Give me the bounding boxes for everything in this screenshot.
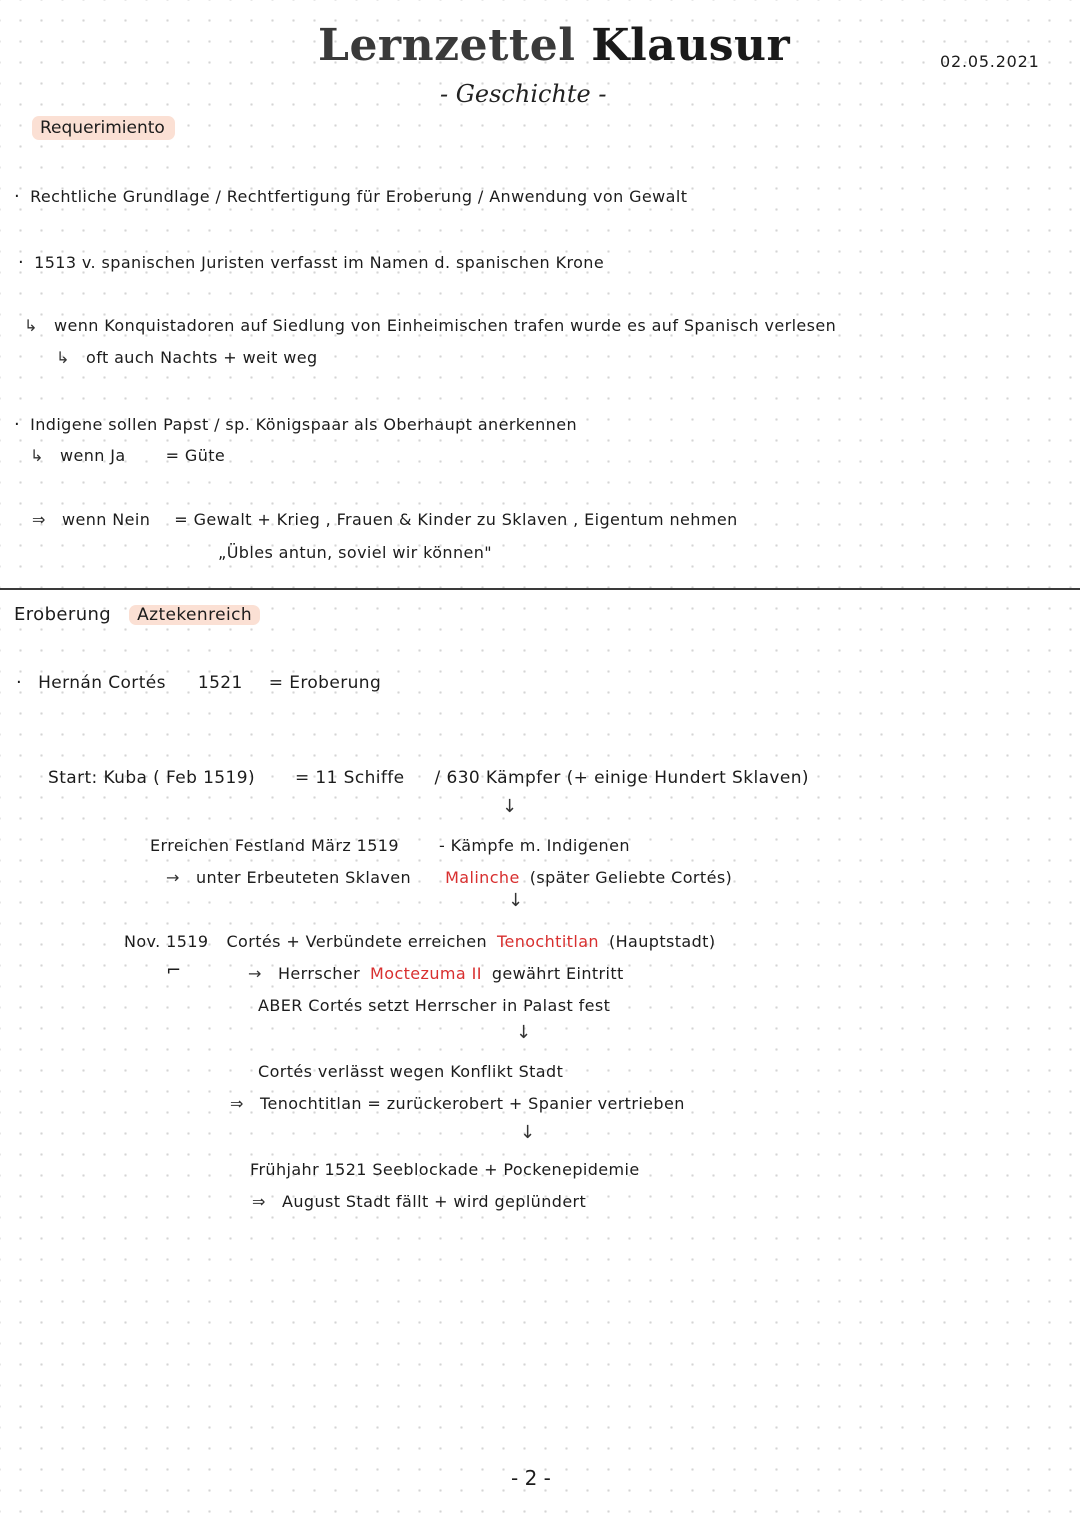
note-line — [258, 1062, 573, 1081]
note-line — [48, 768, 819, 788]
note-text: = Gewalt + Krieg , Frauen & Kinder zu Sklaven , Eigentum nehmen — [174, 510, 738, 529]
note-text: unter Erbeuteten Sklaven — [196, 868, 412, 887]
note-text: ABER Cortés setzt Herrscher in Palast fest — [258, 996, 611, 1015]
dash-mark: ⌐ — [166, 960, 182, 981]
note-line — [14, 186, 697, 207]
note-text: = 11 Schiffe — [294, 768, 405, 788]
arrow-right-icon: → — [166, 868, 180, 887]
note-text: wenn Nein — [62, 510, 151, 529]
bullet-icon: · — [16, 672, 23, 693]
bullet-icon: · — [14, 414, 21, 435]
note-line — [248, 964, 634, 983]
highlight-name-tenochtitlan: Tenochtitlan — [497, 932, 599, 951]
note-text: Hernán Cortés — [38, 673, 166, 693]
note-text: Start: Kuba ( Feb 1519) — [48, 768, 255, 788]
note-text: Tenochtitlan = zurückerobert + Spanier vertrieben — [260, 1094, 685, 1113]
bullet-icon: · — [14, 186, 21, 207]
note-line — [218, 543, 502, 562]
note-line — [32, 510, 748, 529]
note-text: 1521 — [197, 673, 243, 693]
note-text: 1513 v. spanischen Juristen verfasst im Namen d. spanischen Krone — [34, 253, 605, 272]
note-line — [18, 252, 614, 273]
note-text: Cortés + Verbündete erreichen — [226, 932, 487, 951]
highlight-name-malinche: Malinche — [445, 868, 520, 887]
down-arrow-icon: ↓ — [520, 1122, 536, 1143]
note-text: Herrscher — [278, 964, 361, 983]
note-text: gewährt Eintritt — [491, 964, 624, 983]
note-text: Erreichen Festland März 1519 — [150, 836, 399, 855]
date-text: Nov. 1519 — [124, 932, 209, 951]
note-text: August Stadt fällt + wird geplündert — [282, 1192, 587, 1211]
note-text: wenn Ja — [60, 446, 126, 465]
double-arrow-icon: ⇒ — [230, 1094, 244, 1113]
note-text: (Hauptstadt) — [608, 932, 716, 951]
note-text: = Güte — [165, 446, 226, 465]
heading-highlight: Aztekenreich — [129, 605, 260, 625]
note-line — [14, 414, 587, 435]
note-line — [150, 836, 640, 855]
section-heading-eroberung — [14, 604, 270, 625]
down-arrow-icon: ↓ — [508, 890, 524, 911]
section-heading-requerimiento: Requerimiento — [32, 116, 175, 140]
double-arrow-icon: ⇒ — [32, 510, 46, 529]
arrow-right-icon: → — [248, 964, 262, 983]
note-text: oft auch Nachts + weit weg — [86, 348, 318, 367]
arrow-return-icon: ↳ — [30, 446, 44, 465]
note-line — [30, 446, 235, 465]
title-part-1: Lernzettel — [318, 20, 576, 71]
section-divider — [0, 588, 1080, 590]
down-arrow-icon: ↓ — [516, 1022, 532, 1043]
arrow-return-icon: ↳ — [24, 316, 38, 335]
note-line — [56, 348, 328, 367]
title-part-2: Klausur — [591, 20, 791, 71]
heading-text: Eroberung — [14, 604, 112, 625]
highlight-name-moctezuma: Moctezuma II — [370, 964, 482, 983]
note-line — [252, 1192, 596, 1211]
note-line — [24, 316, 846, 335]
note-text: Indigene sollen Papst / sp. Königspaar als Oberhaupt anerkennen — [30, 415, 577, 434]
double-arrow-icon: ⇒ — [252, 1192, 266, 1211]
note-line — [16, 672, 391, 693]
note-line — [166, 868, 742, 887]
note-line — [230, 1094, 695, 1113]
bullet-icon: · — [18, 252, 25, 273]
note-line — [258, 996, 620, 1015]
note-line — [124, 932, 726, 951]
note-text: (später Geliebte Cortés) — [529, 868, 733, 887]
note-text: - Kämpfe m. Indigenen — [438, 836, 630, 855]
quote-text: „Übles antun, soviel wir können" — [218, 543, 493, 562]
page-number: - 2 - — [511, 1466, 551, 1490]
note-text: / 630 Kämpfer (+ einige Hundert Sklaven) — [434, 768, 809, 788]
note-line — [250, 1160, 650, 1179]
note-text: Rechtliche Grundlage / Rechtfertigung für Eroberung / Anwendung von Gewalt — [30, 187, 688, 206]
page-title — [318, 20, 790, 71]
note-text: Cortés verlässt wegen Konflikt Stadt — [258, 1062, 564, 1081]
arrow-return-icon: ↳ — [56, 348, 70, 367]
page-subtitle: - Geschichte - — [440, 80, 607, 108]
note-text: = Eroberung — [268, 673, 382, 693]
note-text: Frühjahr 1521 Seeblockade + Pockenepidemie — [250, 1160, 640, 1179]
date: 02.05.2021 — [940, 52, 1040, 71]
down-arrow-icon: ↓ — [502, 796, 518, 817]
note-text: wenn Konquistadoren auf Siedlung von Einheimischen trafen wurde es auf Spanisch verlesen — [54, 316, 837, 335]
